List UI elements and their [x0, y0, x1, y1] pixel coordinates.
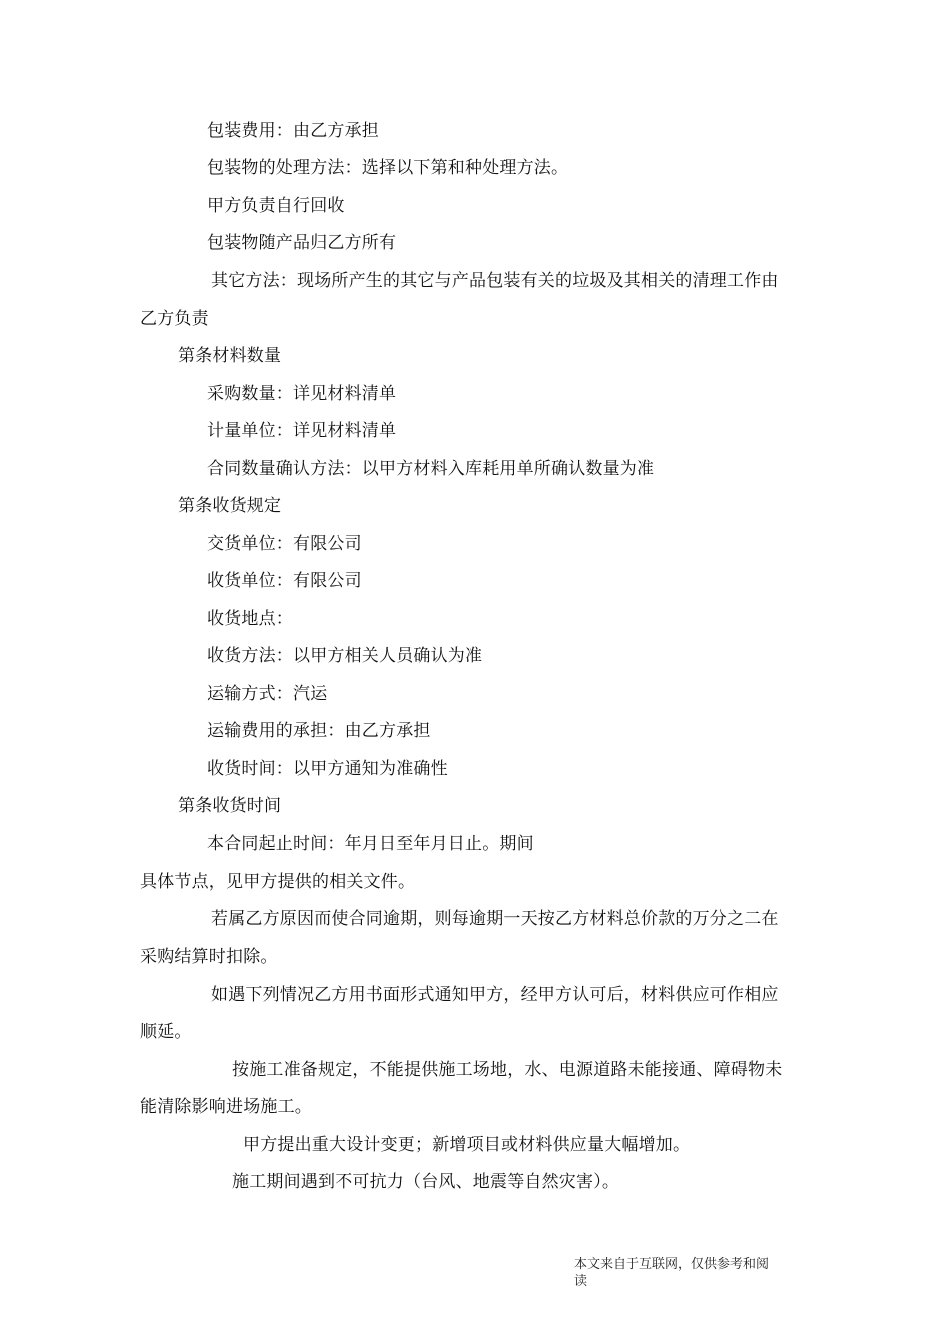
text-line: 计量单位：详见材料清单 — [207, 421, 397, 441]
footer-note-line: 读 — [574, 1274, 588, 1289]
text-line: 施工期间遇到不可抗力（台风、地震等自然灾害）。 — [232, 1172, 620, 1192]
text-line: 包装费用：由乙方承担 — [207, 121, 379, 141]
text-line: 收货单位：有限公司 — [207, 571, 362, 591]
text-line: 包装物随产品归乙方所有 — [207, 233, 397, 253]
footer-note — [574, 1256, 794, 1290]
section-heading: 第条收货时间 — [178, 796, 282, 816]
text-line: 甲方负责自行回收 — [207, 196, 345, 216]
text-line: 收货地点： — [207, 609, 293, 629]
text-line: 运输方式：汽运 — [207, 684, 328, 704]
text-line: 具体节点，见甲方提供的相关文件。 — [140, 872, 416, 892]
text-line: 采购数量：详见材料清单 — [207, 384, 397, 404]
section-heading: 第条材料数量 — [178, 346, 282, 366]
text-line: 其它方法：现场所产生的其它与产品包装有关的垃圾及其相关的清理工作由 — [211, 271, 779, 291]
text-line: 收货时间：以甲方通知为准确性 — [207, 759, 448, 779]
text-line: 收货方法：以甲方相关人员确认为准 — [207, 646, 483, 666]
text-line: 包装物的处理方法：选择以下第和种处理方法。 — [207, 158, 569, 178]
text-line: 顺延。 — [140, 1022, 192, 1042]
text-line: 合同数量确认方法：以甲方材料入库耗用单所确认数量为准 — [207, 459, 655, 479]
section-heading: 第条收货规定 — [178, 496, 282, 516]
text-line: 甲方提出重大设计变更；新增项目或材料供应量大幅增加。 — [243, 1135, 691, 1155]
text-line: 乙方负责 — [140, 309, 209, 329]
text-line: 能清除影响进场施工。 — [140, 1097, 312, 1117]
text-line: 采购结算时扣除。 — [140, 947, 278, 967]
footer-note-line: 本文来自于互联网，仅供参考和阅 — [574, 1257, 770, 1272]
text-line: 运输费用的承担：由乙方承担 — [207, 721, 431, 741]
text-line: 本合同起止时间：年月日至年月日止。期间 — [207, 834, 534, 854]
text-line: 若属乙方原因而使合同逾期，则每逾期一天按乙方材料总价款的万分之二在 — [211, 909, 779, 929]
text-line: 如遇下列情况乙方用书面形式通知甲方，经甲方认可后，材料供应可作相应 — [211, 985, 779, 1005]
text-line: 按施工准备规定，不能提供施工场地，水、电源道路未能接通、障碍物未 — [232, 1060, 783, 1080]
text-line: 交货单位：有限公司 — [207, 534, 362, 554]
